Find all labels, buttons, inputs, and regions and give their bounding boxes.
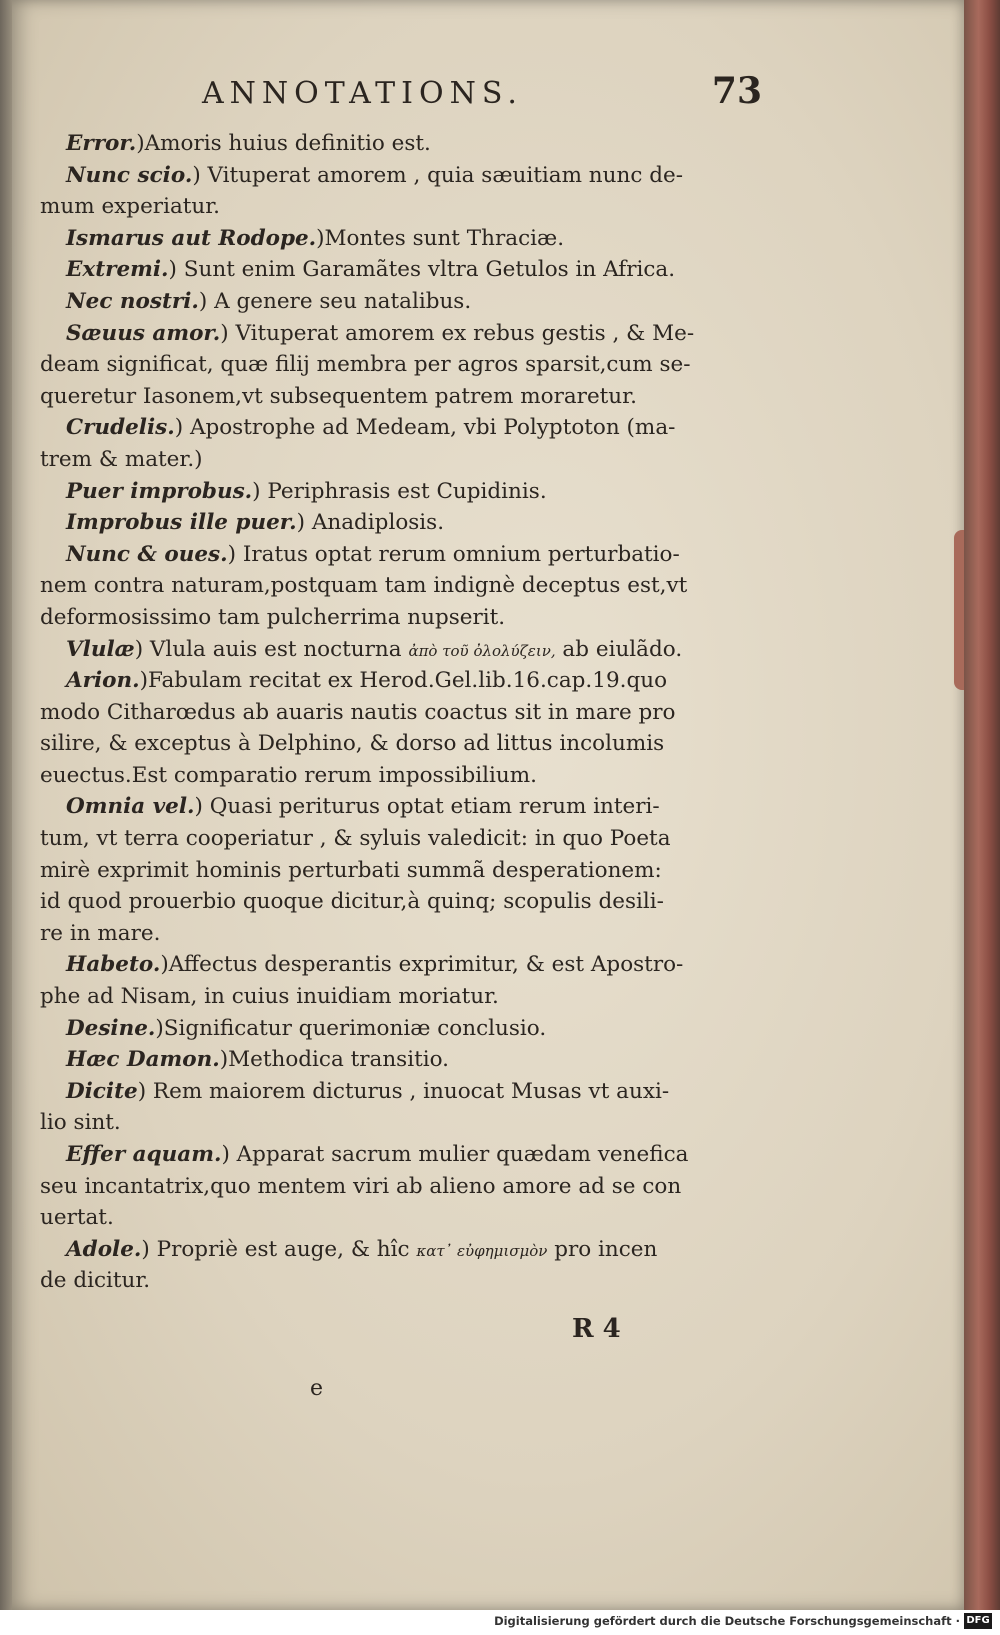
text-line: [40, 1171, 780, 1203]
line-text: )Amoris huius definitio est.: [136, 131, 431, 156]
line-text: ) Propriè est auge, & hîc: [141, 1236, 410, 1262]
text-line: [40, 697, 780, 729]
line-text: ) A genere seu natalibus.: [198, 288, 472, 314]
lemma: Ismarus aut Rodope.: [66, 225, 317, 251]
ink-speck: e: [310, 1376, 324, 1401]
line-text: )Methodica transitio.: [219, 1047, 450, 1073]
line-text: trem & mater.): [40, 446, 203, 472]
line-text: deam significat, quæ filij membra per agros sparsit,cum se-: [40, 352, 691, 378]
text-line: [40, 381, 780, 413]
text-line: [40, 1202, 780, 1234]
line-text: ) Rem maiorem dicturus , inuocat Musas vt auxi-: [137, 1078, 670, 1104]
line-text-after: pro incen: [547, 1236, 658, 1262]
line-text-after: ab eiulãdo.: [555, 636, 683, 662]
lemma: Effer aquam.: [66, 1142, 222, 1167]
running-head: ANNOTATIONS.: [202, 76, 523, 111]
line-text: ) Vlula auis est nocturna: [134, 636, 402, 662]
text-line: [40, 1139, 780, 1171]
text-line: [40, 223, 780, 255]
text-line: [40, 476, 780, 508]
annotation-text: [40, 128, 780, 1297]
text-line: [40, 412, 780, 444]
text-line: [40, 570, 780, 602]
text-line: [40, 1013, 780, 1045]
line-text: phe ad Nisam, in cuius inuidiam moriatur.: [40, 984, 499, 1010]
line-text: de dicitur.: [40, 1268, 151, 1294]
lemma: Dicite: [66, 1078, 138, 1104]
line-text: ) Apparat sacrum mulier quædam venefica: [221, 1142, 689, 1167]
line-text: ) Anadiplosis.: [296, 510, 445, 536]
text-line: [40, 254, 780, 286]
line-text: )Fabulam recitat ex Herod.Gel.lib.16.cap.19.quo: [139, 668, 668, 694]
lemma: Sæuus amor.: [66, 320, 221, 346]
text-line: [40, 286, 780, 318]
line-text: ) Periphrasis est Cupidinis.: [252, 478, 547, 504]
text-line: [40, 191, 780, 223]
dfg-logo: DFG: [964, 1613, 992, 1629]
lemma: Desine.: [66, 1015, 156, 1041]
text-line: [40, 1265, 780, 1297]
text-line: [40, 349, 780, 381]
line-text: re in mare.: [40, 920, 161, 946]
lemma: Crudelis.: [66, 415, 175, 441]
lemma: Extremi.: [66, 257, 169, 283]
text-line: [40, 634, 780, 666]
line-text: )Montes sunt Thraciæ.: [316, 225, 565, 251]
book-edge-red: [964, 0, 1000, 1610]
text-line: [40, 728, 780, 760]
line-text: )Significatur querimoniæ conclusio.: [155, 1015, 547, 1041]
line-text: seu incantatrix,quo mentem viri ab alieno amore ad se con: [40, 1173, 682, 1199]
text-line: [40, 981, 780, 1013]
text-line: [40, 602, 780, 634]
footer-credit: Digitalisierung gefördert durch die Deutsche Forschungsgemeinschaft ·: [494, 1614, 960, 1628]
lemma: Error.: [66, 131, 137, 156]
text-line: [40, 1044, 780, 1076]
line-text: mirè exprimit hominis perturbati summã desperationem:: [40, 857, 662, 883]
text-line: [40, 539, 780, 571]
paper-sheet: [12, 0, 964, 1610]
signature-mark: R 4: [572, 1314, 621, 1344]
line-text: ) Vituperat amorem , quia sæuitiam nunc de-: [192, 162, 683, 188]
text-line: [40, 918, 780, 950]
text-line: [40, 823, 780, 855]
line-text: uertat.: [40, 1205, 114, 1231]
text-line: [40, 318, 780, 350]
line-text: lio sint.: [40, 1110, 121, 1136]
line-text: ) Sunt enim Garamãtes vltra Getulos in Africa.: [168, 257, 676, 283]
lemma: Improbus ille puer.: [66, 510, 297, 536]
text-line: [40, 444, 780, 476]
text-line: [40, 128, 780, 160]
footer-bar: [0, 1610, 1000, 1635]
line-text: ) Vituperat amorem ex rebus gestis , & Me-: [220, 320, 695, 346]
lemma: Vlulæ: [66, 636, 135, 662]
text-line: [40, 1234, 780, 1266]
page-header: [202, 70, 762, 116]
lemma: Hæc Damon.: [66, 1047, 220, 1073]
text-line: [40, 160, 780, 192]
lemma: Puer improbus.: [66, 478, 253, 504]
line-text: id quod prouerbio quoque dicitur,à quinq; scopulis desili-: [40, 889, 664, 915]
lemma: Nunc scio.: [66, 162, 193, 188]
lemma: Omnia vel.: [66, 794, 195, 820]
lemma: Nec nostri.: [66, 288, 199, 314]
line-text: silire, & exceptus à Delphino, & dorso ad littus incolumis: [40, 731, 665, 757]
line-text: )Affectus desperantis exprimitur, & est Apostro-: [160, 952, 684, 978]
text-line: [40, 855, 780, 887]
text-line: [40, 665, 780, 697]
lemma: Nunc & oues.: [66, 541, 228, 567]
text-line: [40, 1107, 780, 1139]
line-text: queretur Iasonem,vt subsequentem patrem moraretur.: [40, 383, 637, 409]
greek-phrase: κατ᾽ εὐφημισμὸν: [416, 1241, 548, 1260]
line-text: euectus.Est comparatio rerum impossibilium.: [40, 762, 537, 788]
text-line: [40, 760, 780, 792]
lemma: Habeto.: [66, 952, 161, 978]
line-text: ) Iratus optat rerum omnium perturbatio-: [227, 541, 680, 567]
line-text: ) Apostrophe ad Medeam, vbi Polyptoton (ma-: [174, 415, 676, 441]
text-line: [40, 791, 780, 823]
line-text: nem contra naturam,postquam tam indignè deceptus est,vt: [40, 573, 688, 599]
text-line: [40, 886, 780, 918]
greek-phrase: ἀπὸ τοῦ ὀλολύζειν,: [408, 641, 556, 660]
lemma: Arion.: [66, 668, 140, 694]
text-line: [40, 1076, 780, 1108]
line-text: ) Quasi periturus optat etiam rerum interi-: [194, 794, 660, 820]
text-line: [40, 507, 780, 539]
text-line: [40, 949, 780, 981]
line-text: modo Citharœdus ab auaris nautis coactus sit in mare pro: [40, 699, 676, 725]
lemma: Adole.: [66, 1236, 142, 1262]
page-number: 73: [711, 70, 762, 112]
line-text: tum, vt terra cooperiatur , & syluis valedicit: in quo Poeta: [40, 826, 671, 852]
line-text: deformosissimo tam pulcherrima nupserit.: [40, 604, 506, 630]
line-text: mum experiatur.: [40, 194, 220, 220]
